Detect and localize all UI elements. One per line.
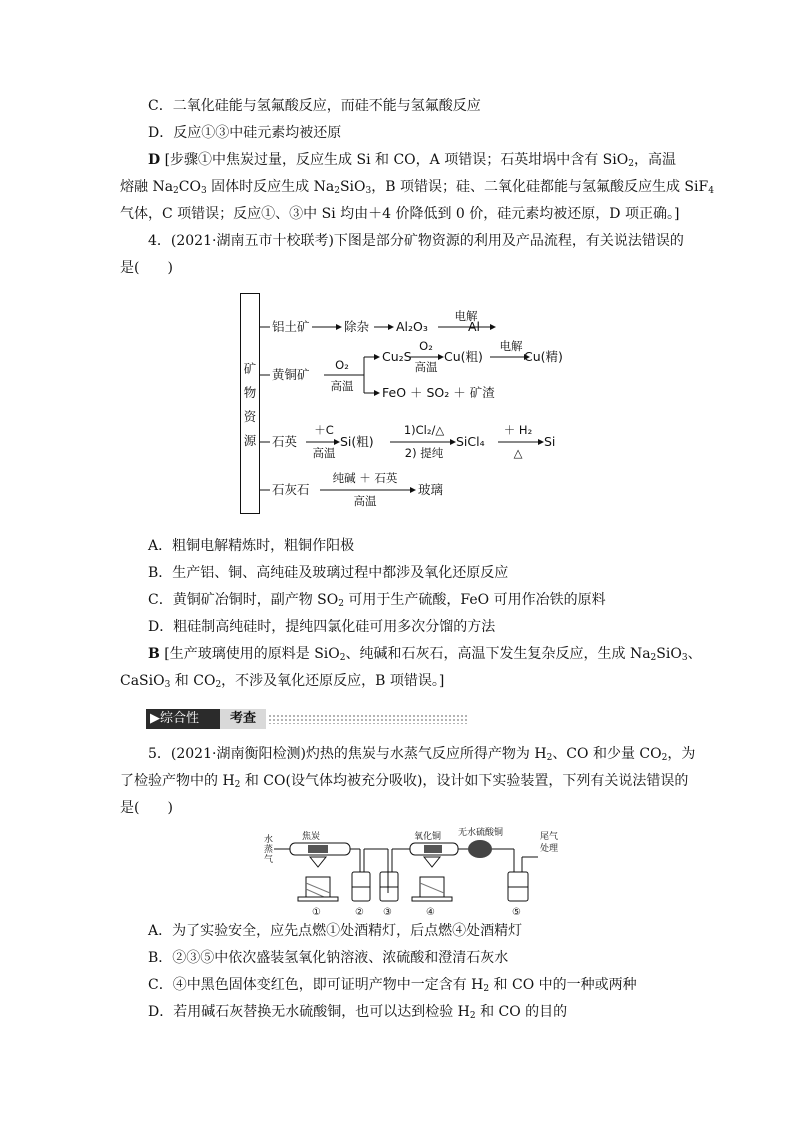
q3-option-c: C．二氧化硅能与氢氟酸反应，而硅不能与氢氟酸反应 xyxy=(148,98,481,114)
text: 、 xyxy=(687,646,702,662)
row3-end: Si xyxy=(544,434,556,449)
num-5: ⑤ xyxy=(512,907,521,917)
sub: 3 xyxy=(200,186,207,196)
row3-cond-top: ＋C xyxy=(314,423,334,437)
q5-option-a: A．为了实验安全，应先点燃①处酒精灯，后点燃④处酒精灯 xyxy=(148,923,523,939)
banner-left xyxy=(146,709,220,729)
q4-stem-line1: 4．(2021·湖南五市十校联考)下图是部分矿物资源的利用及产品流程，有关说法错误的 xyxy=(148,233,684,249)
text: 、CO 和少量 CO xyxy=(552,746,662,762)
sub: 2 xyxy=(339,653,346,663)
text: 和 CO 的目的 xyxy=(475,1004,568,1020)
sub: 2 xyxy=(173,186,179,196)
vapor-label-3: 气 xyxy=(264,855,274,865)
text: 5．(2021·湖南衡阳检测)灼热的焦炭与水蒸气反应所得产物为 H xyxy=(148,746,547,762)
row2-up-cond-bottom: 高温 xyxy=(414,360,438,374)
sub: 2 xyxy=(338,599,344,609)
sub: 2 xyxy=(234,780,241,790)
q5-option-b: B．②③⑤中依次盛装氢氧化钠溶液、浓硫酸和澄清石灰水 xyxy=(148,950,509,966)
text: CO xyxy=(178,179,201,195)
q3-answer-line2 xyxy=(120,177,714,197)
text: SiO xyxy=(339,179,366,195)
q3-answer-text: [步骤①中焦炭过量，反应生成 Si 和 CO，A 项错误；石英坩埚中含有 SiO xyxy=(160,152,629,168)
row3-cond-bottom: 高温 xyxy=(312,446,336,460)
q4-answer-line2 xyxy=(120,671,444,691)
sub: 2 xyxy=(215,680,222,690)
q4-option-a: A．粗铜电解精炼时，粗铜作阳极 xyxy=(148,538,355,554)
side-label-4: 源 xyxy=(243,433,257,448)
text: 固体时反应生成 Na xyxy=(206,179,335,195)
apparatus-diagram xyxy=(262,827,562,917)
text: ，不涉及氧化还原反应，B 项错误。] xyxy=(221,673,445,689)
banner-left-label: 综合性 xyxy=(160,711,200,726)
text: 熔融 Na xyxy=(120,179,174,195)
sub: 3 xyxy=(164,680,171,690)
q5-option-c xyxy=(148,975,637,995)
q3-answer-letter: D xyxy=(148,152,161,168)
text: C．黄铜矿冶铜时，副产物 SO xyxy=(148,592,339,608)
q4-stem-line2: 是( ) xyxy=(120,260,173,276)
row3-start: 石英 xyxy=(272,434,298,449)
banner-right: 考查 xyxy=(220,709,266,729)
q4-answer-line1 xyxy=(148,644,702,664)
row3-c3-bottom: △ xyxy=(513,446,523,460)
coke-label: 焦炭 xyxy=(302,832,321,842)
row3-c2-bottom: 2) 提纯 xyxy=(404,446,444,460)
vapor-label-1: 水 xyxy=(264,835,274,845)
text: 可用于生产硫酸，FeO 可用作冶铁的原料 xyxy=(343,592,606,608)
row1-step1: 除杂 xyxy=(344,319,370,334)
sub: 2 xyxy=(650,653,657,663)
row4-start: 石灰石 xyxy=(272,482,310,497)
row4-cond-bottom: 高温 xyxy=(353,494,377,508)
row2-elec: 电解 xyxy=(499,339,523,353)
section-banner xyxy=(146,708,476,730)
num-2: ② xyxy=(355,907,364,917)
text: 和 CO 中的一种或两种 xyxy=(489,977,637,993)
play-icon: ▶ xyxy=(150,711,160,726)
sub: 2 xyxy=(546,753,553,763)
row2-cond-bottom: 高温 xyxy=(330,379,354,393)
text: 和 CO(设气体均被充分吸收)，设计如下实验装置，下列有关说法错误的 xyxy=(240,773,689,789)
q3-answer-text: ，高温 xyxy=(633,152,676,168)
row2-up-end: Cu(精) xyxy=(524,349,563,364)
num-3: ③ xyxy=(383,907,392,917)
q4-option-d: D．粗硅制高纯硅时，提纯四氯化硅可用多次分馏的方法 xyxy=(148,619,496,635)
q3-option-d: D．反应①③中硅元素均被还原 xyxy=(148,125,342,141)
row2-start: 黄铜矿 xyxy=(272,367,310,382)
row1-arrow-label: 电解 xyxy=(454,309,478,323)
side-label-3: 资 xyxy=(243,409,257,424)
sub: 2 xyxy=(483,984,490,994)
cuo-label: 氧化铜 xyxy=(414,832,442,842)
text: C．④中黑色固体变红色，即可证明产物中一定含有 H xyxy=(148,977,484,993)
row1-step2: Al₂O₃ xyxy=(396,319,428,334)
cuso4-label: 无水硫酸铜 xyxy=(458,828,504,838)
tail-label-2: 处理 xyxy=(540,844,559,854)
banner-dots xyxy=(268,714,468,724)
row4-cond-top: 纯碱 ＋ 石英 xyxy=(332,471,398,485)
sub: 2 xyxy=(628,159,634,169)
row2-down-product: FeO ＋ SO₂ ＋ 矿渣 xyxy=(382,385,495,400)
text: SiO xyxy=(656,646,682,662)
sub: 2 xyxy=(661,753,668,763)
row2-cond-top: O₂ xyxy=(335,358,349,372)
sub: 2 xyxy=(469,1011,476,1021)
text: CaSiO xyxy=(120,673,165,689)
tail-label-1: 尾气 xyxy=(540,832,559,842)
sub: 2 xyxy=(334,186,340,196)
sub: 3 xyxy=(365,186,372,196)
sub: 4 xyxy=(708,186,714,196)
q5-stem-line3: 是( ) xyxy=(120,800,173,816)
row3-c3-top: ＋ H₂ xyxy=(503,423,533,437)
text: 和 CO xyxy=(170,673,216,689)
row3-p2: SiCl₄ xyxy=(456,434,485,449)
q4-option-b: B．生产铝、铜、高纯硅及玻璃过程中都涉及氧化还原反应 xyxy=(148,565,509,581)
row3-p1: Si(粗) xyxy=(340,434,374,449)
text: 、纯碱和石灰石，高温下发生复杂反应，生成 Na xyxy=(345,646,651,662)
row2-up-cond-top: O₂ xyxy=(419,339,433,353)
q5-stem-line2 xyxy=(120,771,688,791)
row1-start: 铝土矿 xyxy=(272,319,310,334)
mineral-flowchart xyxy=(240,293,570,514)
side-label-2: 物 xyxy=(243,385,257,400)
num-4: ④ xyxy=(426,907,435,917)
q5-option-d xyxy=(148,1002,567,1022)
q3-answer-line1 xyxy=(148,150,676,170)
row3-c2-top: 1)Cl₂/△ xyxy=(403,423,445,437)
side-label-1: 矿 xyxy=(243,361,257,376)
sub: 3 xyxy=(681,653,688,663)
vapor-label-2: 蒸 xyxy=(264,845,274,855)
q3-answer-line3: 气体，C 项错误；反应①、③中 Si 均由＋4 价降低到 0 价，硅元素均被还原，D 项正确。] xyxy=(120,206,680,222)
text: [生产玻璃使用的原料是 SiO xyxy=(159,646,340,662)
text: ，为 xyxy=(667,746,696,762)
q4-answer-letter: B xyxy=(148,646,160,662)
text: ，B 项错误；硅、二氧化硅都能与氢氟酸反应生成 SiF xyxy=(371,179,709,195)
num-1: ① xyxy=(312,907,321,917)
row2-up-product: Cu₂S xyxy=(382,349,412,364)
row1-end: Al xyxy=(468,319,481,334)
text: D．若用碱石灰替换无水硫酸铜，也可以达到检验 H xyxy=(148,1004,470,1020)
row4-end: 玻璃 xyxy=(418,482,444,497)
row2-up-product2: Cu(粗) xyxy=(444,349,483,364)
q5-stem-line1 xyxy=(148,744,695,764)
text: 了检验产物中的 H xyxy=(120,773,235,789)
q4-option-c xyxy=(148,590,606,610)
